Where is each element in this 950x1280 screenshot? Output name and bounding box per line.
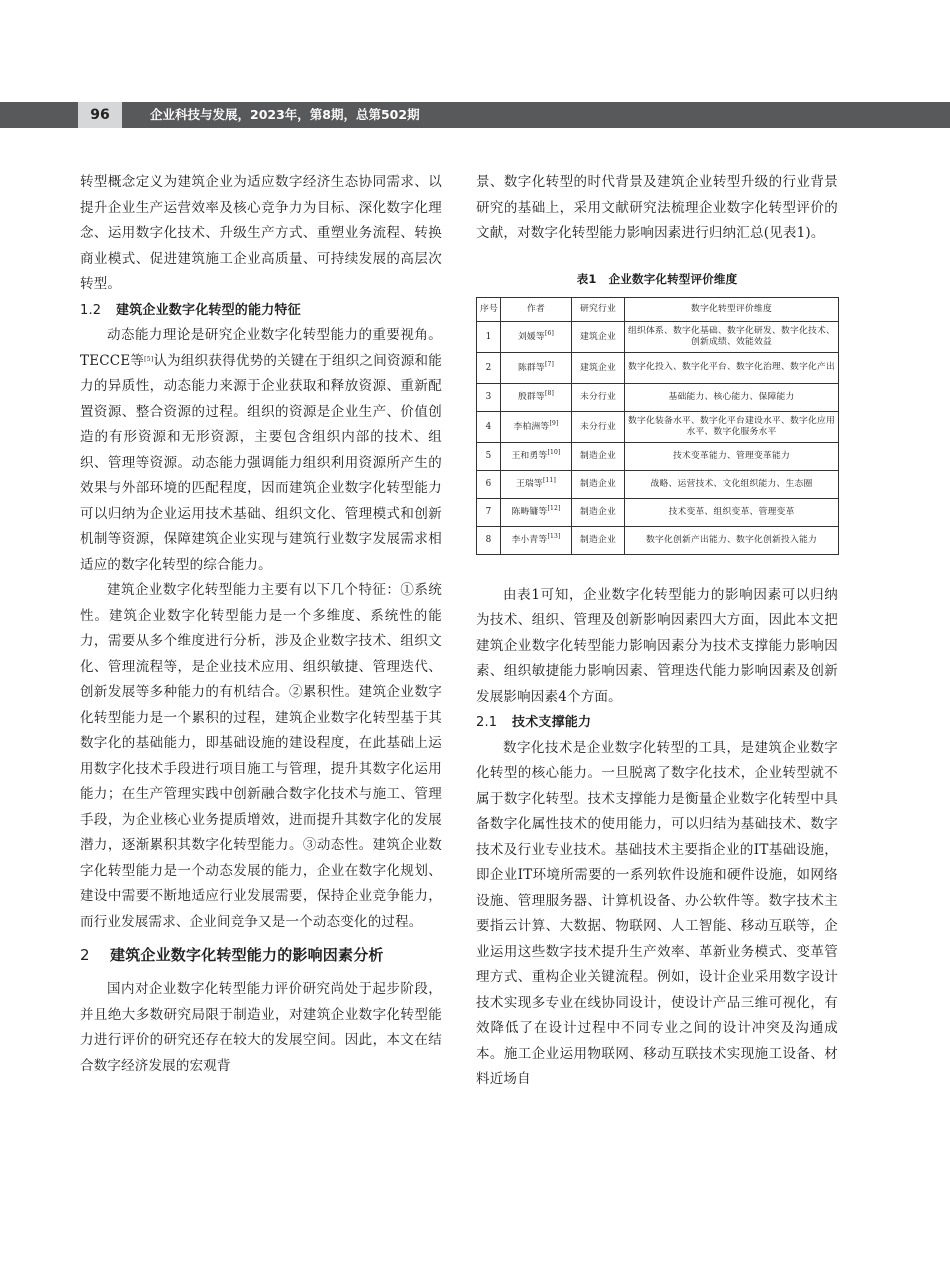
table-cell: 基础能力、核心能力、保障能力	[625, 383, 839, 411]
paragraph-dynamic-capability	[80, 323, 442, 578]
table-cell: 建筑企业	[572, 321, 625, 352]
table-title: 企业数字化转型评价维度	[608, 271, 738, 286]
table-cell: 制造企业	[572, 526, 625, 554]
table-cell: 6	[477, 470, 501, 498]
author-name: 陈群等	[517, 362, 545, 373]
citation-ref: [11]	[542, 477, 557, 484]
table-row	[477, 498, 839, 526]
table-header-cell: 序号	[477, 297, 501, 321]
table-cell: 数字化创新产出能力、数字化创新投入能力	[625, 526, 839, 554]
table-number: 表1	[576, 271, 597, 286]
section-title: 建筑企业数字化转型的能力特征	[116, 302, 301, 318]
left-column	[80, 170, 442, 1079]
table-cell: 4	[477, 411, 501, 442]
text-span: 认为组织获得优势的关键在于组织之间资源和能力的异质性，动态能力来源于企业获取和释放资源、重新配置资源、整合资源的过程。组织的资源是企业生产、价值创造的有形资源和无形资源，主要包含组织内部的技术、组织、管理等资源。动态能力强调能力组织利用资源所产生的效果与外部环境的匹配程度，因而建筑企业数字化转型能力可以归纳为企业运用技术基础、组织文化、管理模式和创新机制等资源，保障建筑企业实现与建筑行业数字发展需求相适应的数字化转型的综合能力。	[80, 352, 442, 573]
table-row	[477, 470, 839, 498]
table-cell	[501, 352, 572, 383]
table-cell: 建筑企业	[572, 352, 625, 383]
table-cell: 未分行业	[572, 383, 625, 411]
table-cell	[501, 321, 572, 352]
page-number: 96	[78, 102, 122, 128]
author-name: 李小青等	[511, 535, 548, 545]
table-cell	[501, 383, 572, 411]
table-cell: 3	[477, 383, 501, 411]
table-cell: 制造企业	[572, 470, 625, 498]
paragraph-intro-right: 景、数字化转型的时代背景及建筑企业转型升级的行业背景研究的基础上，采用文献研究法梳理企业数字化转型评价的文献，对数字化转型能力影响因素进行归纳汇总(见表1)。	[476, 174, 838, 241]
citation-ref: [12]	[547, 505, 561, 512]
citation-ref: [8]	[544, 390, 555, 397]
paragraph-tech-support: 数字化技术是企业数字化转型的工具，是建筑企业数字化转型的核心能力。一旦脱离了数字化技术，企业转型就不属于数字化转型。技术支撑能力是衡量企业数字化转型中具备数字化属性技术的使用能力，可以归结为基础技术、数字技术及行业专业技术。基础技术主要指企业的IT基础设施，即企业IT环境所需要的一系列软件设施和硬件设施，如网络设施、管理服务器、计算机设备、办公软件等。数字技术主要指云计算、大数据、物联网、人工智能、移动互联等，企业运用这些数字技术提升生产效率、革新业务模式、变革管理方式、重构企业关键流程。例如，设计企业采用数字设计技术实现多专业在线协同设计，使设计产品三维可视化，有效降低了在设计过程中不同专业之间的设计冲突及沟通成本。施工企业运用物联网、移动互联技术实现施工设备、材料近场自	[476, 739, 838, 1087]
table-cell	[501, 442, 572, 470]
table-cell: 8	[477, 526, 501, 554]
header-bar	[0, 102, 950, 128]
table-cell: 制造企业	[572, 442, 625, 470]
citation-ref: [7]	[544, 360, 555, 368]
table-header-cell: 研究行业	[572, 297, 625, 321]
author-name: 刘媛等	[517, 331, 545, 342]
citation-ref: [10]	[547, 449, 561, 456]
table-cell: 数字化装备水平、数字化平台建设水平、数字化应用水平、数字化服务水平	[625, 411, 839, 442]
table-cell: 数字化投入、数字化平台、数字化治理、数字化产出	[625, 352, 839, 383]
table-cell: 战略、运营技术、文化组织能力、生态圈	[625, 470, 839, 498]
text-span: 动态能力理论是研究企业数字化转型能力的重要视角。TECCE等	[80, 327, 442, 369]
table-cell: 2	[477, 352, 501, 383]
section-title: 技术支撑能力	[512, 715, 592, 730]
paragraph-research-status: 国内对企业数字化转型能力评价研究尚处于起步阶段，并且绝大多数研究局限于制造业，对建筑企业数字化转型能力进行评价的研究还存在较大的发展空间。因此，本文在结合数字经济发展的宏观背	[80, 981, 442, 1074]
paragraph-characteristics: 建筑企业数字化转型能力主要有以下几个特征：①系统性。建筑企业数字化转型能力是一个多维度、系统性的能力，需要从多个维度进行分析，涉及企业数字技术、组织文化、管理流程等，是企业技术应用、组织敏捷、管理迭代、创新发展等多种能力的有机结合。②累积性。建筑企业数字化转型能力是一个累积的过程，建筑企业数字化转型基于其数字化的基础能力，即基础设施的建设程度，在此基础上运用数字化技术手段进行项目施工与管理，提升其数字化运用能力；在生产管理实践中创新融合数字化技术与施工、管理手段，为企业核心业务提质增效，进而提升其数字化的发展潜力，逐渐累积其数字化转型能力。③动态性。建筑企业数字化转型能力是一个动态发展的能力，企业在数字化规划、建设中需要不断地适应行业发展需要，保持企业竞争能力，而行业发展需求、企业间竞争又是一个动态变化的过程。	[80, 582, 442, 930]
citation-ref: [6]	[544, 329, 555, 337]
table-row	[477, 321, 839, 352]
table-row	[477, 526, 839, 554]
citation-ref: [13]	[547, 533, 561, 540]
table-cell: 技术变革能力、管理变革能力	[625, 442, 839, 470]
section-heading-2-1	[476, 710, 838, 736]
author-name: 殷群等	[517, 392, 545, 402]
table-row	[477, 352, 839, 383]
table-row	[477, 442, 839, 470]
table-header-cell: 作者	[501, 297, 572, 321]
citation-ref: [5]	[144, 355, 154, 363]
author-name: 陈畴镛等	[511, 507, 548, 517]
table-cell: 组织体系、数字化基础、数字化研发、数字化技术、创新成绩、效能效益	[625, 321, 839, 352]
author-name: 王瑞等	[515, 479, 543, 489]
evaluation-dimensions-table	[476, 297, 839, 555]
section-heading-1-2	[80, 298, 442, 324]
table-cell: 制造企业	[572, 498, 625, 526]
table-cell: 1	[477, 321, 501, 352]
author-name: 王和勇等	[511, 451, 548, 461]
table-cell: 5	[477, 442, 501, 470]
section-title: 建筑企业数字化转型能力的影响因素分析	[110, 946, 384, 964]
table-cell: 7	[477, 498, 501, 526]
section-number: 1.2	[80, 302, 102, 318]
section-number: 2.1	[476, 715, 498, 730]
table-cell	[501, 498, 572, 526]
section-heading-2	[80, 941, 442, 969]
section-number: 2	[80, 946, 90, 964]
table-cell	[501, 470, 572, 498]
table-cell	[501, 526, 572, 554]
paragraph-table-summary: 由表1可知，企业数字化转型能力的影响因素可以归纳为技术、组织、管理及创新影响因素四大方面，因此本文把建筑企业数字化转型能力影响因素分为技术支撑能力影响因素、组织敏捷能力影响因素、管理迭代能力影响因素及创新发展影响因素4个方面。	[476, 586, 838, 705]
table-cell: 未分行业	[572, 411, 625, 442]
right-column	[476, 170, 838, 1093]
journal-info: 企业科技与发展，2023年，第8期，总第502期	[150, 107, 420, 122]
table-header-cell: 数字化转型评价维度	[625, 297, 839, 321]
table-cell	[501, 411, 572, 442]
citation-ref: [9]	[549, 419, 559, 427]
table-row	[477, 383, 839, 411]
table-caption	[476, 269, 838, 289]
author-name: 李柏洲等	[513, 421, 550, 432]
table-cell: 技术变革、组织变革、管理变革	[625, 498, 839, 526]
table-row	[477, 411, 839, 442]
paragraph-intro-left: 转型概念定义为建筑企业为适应数字经济生态协同需求、以提升企业生产运营效率及核心竞争力为目标、深化数字化理念、运用数字化技术、升级生产方式、重塑业务流程、转换商业模式、促进建筑施工企业高质量、可持续发展的高层次转型。	[80, 174, 442, 292]
